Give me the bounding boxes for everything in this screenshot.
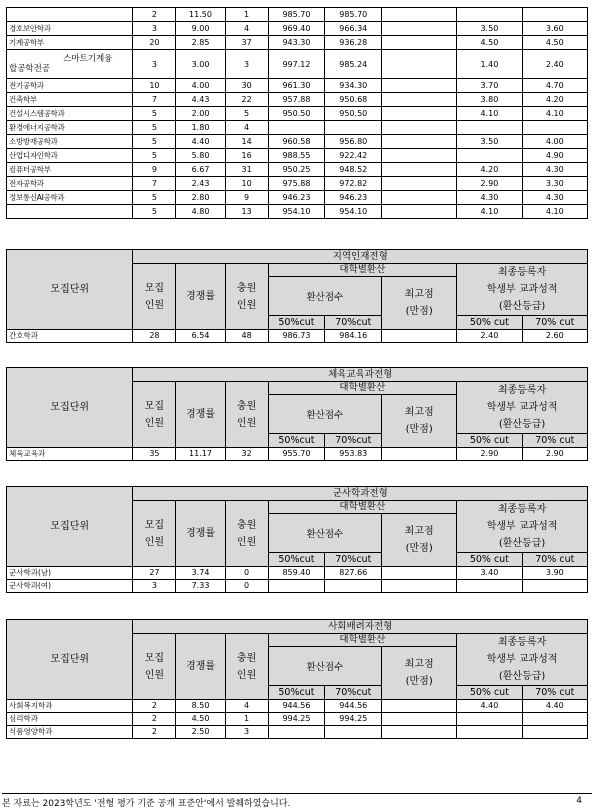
cell-d	[268, 580, 325, 593]
cell-f	[382, 713, 457, 726]
cell-e: 936.28	[325, 36, 382, 50]
dept-name: 식품영양학과	[7, 726, 133, 739]
col-final: 최종등록자 학생부 교과성적 (환산등급)	[457, 382, 588, 434]
cell-b: 5.80	[176, 149, 225, 163]
cell-g: 2.90	[457, 448, 522, 461]
col-recruit: 모집 인원	[133, 382, 176, 448]
cell-b: 1.80	[176, 121, 225, 135]
table-row	[7, 135, 588, 149]
dept-name: 군사학과(남)	[7, 567, 133, 580]
cell-g	[457, 713, 522, 726]
col-rate: 경쟁률	[176, 634, 225, 700]
dept-name: 건설시스템공학과	[7, 107, 133, 121]
col-unit: 모집단위	[7, 368, 133, 448]
col-conv-score: 환산점수	[268, 277, 382, 316]
cell-g	[457, 580, 522, 593]
col-c50: 50%cut	[268, 553, 325, 567]
cell-b: 11.17	[176, 448, 225, 461]
cell-b: 11.50	[176, 8, 225, 22]
cell-h	[522, 713, 587, 726]
cell-c: 5	[225, 107, 268, 121]
cell-c: 22	[225, 93, 268, 107]
col-univ-conv: 대학별환산	[268, 501, 457, 514]
cell-c: 37	[225, 36, 268, 50]
cell-a: 3	[133, 22, 176, 36]
cell-a: 5	[133, 121, 176, 135]
cell-f	[382, 149, 457, 163]
cell-g: 4.40	[457, 700, 522, 713]
section-title: 사회배려자전형	[133, 620, 588, 634]
cell-d: 994.25	[268, 713, 325, 726]
cell-d: 954.10	[268, 205, 325, 219]
cell-c: 9	[225, 191, 268, 205]
table-row	[7, 36, 588, 50]
cell-h: 3.60	[522, 22, 587, 36]
cell-h: 4.40	[522, 700, 587, 713]
col-univ-conv: 대학별환산	[268, 634, 457, 647]
cell-e	[325, 726, 382, 739]
cell-f	[382, 8, 457, 22]
col-g70: 70% cut	[522, 316, 587, 330]
cell-f	[382, 22, 457, 36]
table-row	[7, 121, 588, 135]
cell-a: 7	[133, 177, 176, 191]
cell-h: 2.40	[522, 50, 587, 79]
dept-name: 산업디자인학과	[7, 149, 133, 163]
cell-c: 3	[225, 50, 268, 79]
cell-a: 5	[133, 149, 176, 163]
col-final: 최종등록자 학생부 교과성적 (환산등급)	[457, 501, 588, 553]
cell-h: 3.90	[522, 567, 587, 580]
col-c50: 50%cut	[268, 434, 325, 448]
col-conv-score: 환산점수	[268, 514, 382, 553]
cell-g	[457, 121, 522, 135]
col-g70: 70% cut	[522, 434, 587, 448]
cell-g: 4.20	[457, 163, 522, 177]
table-row	[7, 79, 588, 93]
col-g50: 50% cut	[457, 316, 522, 330]
table-row	[7, 713, 588, 726]
col-unit: 모집단위	[7, 250, 133, 330]
cell-f	[382, 567, 457, 580]
cell-f	[382, 700, 457, 713]
table-row	[7, 191, 588, 205]
dept-name: 사회복지학과	[7, 700, 133, 713]
cell-c: 13	[225, 205, 268, 219]
cell-b: 4.00	[176, 79, 225, 93]
cell-b: 6.54	[176, 330, 225, 343]
table-row	[7, 107, 588, 121]
cell-g: 3.50	[457, 22, 522, 36]
dept-name: 군사학과(여)	[7, 580, 133, 593]
col-conv-score: 환산점수	[268, 647, 382, 686]
footer-note: 본 자료는 2023학년도 '전형 평가 기준 공개 표준안'에서 발췌하였습니다.	[2, 799, 291, 809]
cell-b: 7.33	[176, 580, 225, 593]
cell-d: 997.12	[268, 50, 325, 79]
cell-h: 4.10	[522, 107, 587, 121]
cell-g: 3.80	[457, 93, 522, 107]
cell-h: 4.00	[522, 135, 587, 149]
cell-g	[457, 149, 522, 163]
cell-f	[382, 177, 457, 191]
dept-name: 심리학과	[7, 713, 133, 726]
col-univ-conv: 대학별환산	[268, 264, 457, 277]
cell-a: 2	[133, 713, 176, 726]
section-title: 체육교육과전형	[133, 368, 588, 382]
cell-e: 985.24	[325, 50, 382, 79]
cell-h: 4.90	[522, 149, 587, 163]
cell-b: 2.80	[176, 191, 225, 205]
cell-e	[325, 121, 382, 135]
cell-d: 950.50	[268, 107, 325, 121]
col-g70: 70% cut	[522, 553, 587, 567]
cell-a: 20	[133, 36, 176, 50]
cell-g: 1.40	[457, 50, 522, 79]
cell-f	[382, 135, 457, 149]
table-row	[7, 580, 588, 593]
cell-b: 4.40	[176, 135, 225, 149]
cell-e: 966.34	[325, 22, 382, 36]
cell-b: 4.43	[176, 93, 225, 107]
cell-c: 48	[225, 330, 268, 343]
table-row	[7, 163, 588, 177]
cell-f	[382, 580, 457, 593]
dept-name: 환경에너지공학과	[7, 121, 133, 135]
section-table	[6, 367, 588, 461]
col-g50: 50% cut	[457, 434, 522, 448]
section-title: 군사학과전형	[133, 487, 588, 501]
col-rate: 경쟁률	[176, 382, 225, 448]
col-unit: 모집단위	[7, 620, 133, 700]
cell-b: 2.85	[176, 36, 225, 50]
col-max-score: 최고점 (만점)	[382, 277, 457, 330]
cell-a: 7	[133, 93, 176, 107]
cell-f	[382, 205, 457, 219]
cell-f	[382, 79, 457, 93]
cell-e: 956.80	[325, 135, 382, 149]
cell-b: 2.00	[176, 107, 225, 121]
dept-name	[7, 8, 133, 22]
col-c70: 70%cut	[325, 434, 382, 448]
col-rate: 경쟁률	[176, 264, 225, 330]
cell-e: 950.68	[325, 93, 382, 107]
section-table	[6, 249, 588, 343]
cell-c: 3	[225, 726, 268, 739]
cell-g	[457, 726, 522, 739]
cell-a: 27	[133, 567, 176, 580]
cell-c: 32	[225, 448, 268, 461]
cell-f	[382, 448, 457, 461]
cell-d: 943.30	[268, 36, 325, 50]
cell-a: 3	[133, 50, 176, 79]
table-row	[7, 50, 588, 79]
cell-g: 2.90	[457, 177, 522, 191]
cell-c: 1	[225, 8, 268, 22]
cell-d: 950.25	[268, 163, 325, 177]
cell-e: 922.42	[325, 149, 382, 163]
cell-e: 946.23	[325, 191, 382, 205]
cell-c: 30	[225, 79, 268, 93]
section-title: 지역인재전형	[133, 250, 588, 264]
cell-b: 2.50	[176, 726, 225, 739]
col-g50: 50% cut	[457, 553, 522, 567]
table-row	[7, 567, 588, 580]
cell-g: 2.40	[457, 330, 522, 343]
col-max-score: 최고점 (만점)	[382, 395, 457, 448]
col-unit: 모집단위	[7, 487, 133, 567]
cell-h	[522, 580, 587, 593]
dept-name	[7, 205, 133, 219]
cell-c: 16	[225, 149, 268, 163]
cell-h: 4.30	[522, 191, 587, 205]
cell-e: 950.50	[325, 107, 382, 121]
cell-b: 2.43	[176, 177, 225, 191]
cell-h: 3.30	[522, 177, 587, 191]
cell-a: 5	[133, 191, 176, 205]
col-rate: 경쟁률	[176, 501, 225, 567]
cell-e: 994.25	[325, 713, 382, 726]
cell-c: 0	[225, 580, 268, 593]
cell-b: 4.50	[176, 713, 225, 726]
cell-d	[268, 121, 325, 135]
section-table	[6, 619, 588, 739]
col-recruit: 모집 인원	[133, 264, 176, 330]
col-conv-score: 환산점수	[268, 395, 382, 434]
dept-name: 소방방재공학과	[7, 135, 133, 149]
cell-d: 960.58	[268, 135, 325, 149]
cell-c: 1	[225, 713, 268, 726]
dept-name: 경호보안학과	[7, 22, 133, 36]
cell-e	[325, 580, 382, 593]
col-fill: 충원 인원	[225, 634, 268, 700]
cell-f	[382, 50, 457, 79]
cell-f	[382, 191, 457, 205]
col-c70: 70%cut	[325, 553, 382, 567]
cell-b: 3.74	[176, 567, 225, 580]
cell-h	[522, 8, 587, 22]
cell-e: 972.82	[325, 177, 382, 191]
cell-d: 985.70	[268, 8, 325, 22]
cell-h: 4.50	[522, 36, 587, 50]
cell-e: 954.10	[325, 205, 382, 219]
cell-d: 975.88	[268, 177, 325, 191]
cell-c: 0	[225, 567, 268, 580]
col-max-score: 최고점 (만점)	[382, 514, 457, 567]
cell-d: 961.30	[268, 79, 325, 93]
cell-d: 988.55	[268, 149, 325, 163]
cell-a: 3	[133, 580, 176, 593]
cell-b: 9.00	[176, 22, 225, 36]
col-c50: 50%cut	[268, 316, 325, 330]
cell-e: 827.66	[325, 567, 382, 580]
cell-a: 9	[133, 163, 176, 177]
cell-d: 944.56	[268, 700, 325, 713]
cell-e: 944.56	[325, 700, 382, 713]
cell-c: 14	[225, 135, 268, 149]
cell-a: 5	[133, 205, 176, 219]
cell-a: 2	[133, 8, 176, 22]
cell-g: 4.10	[457, 205, 522, 219]
table-row	[7, 8, 588, 22]
cell-d: 986.73	[268, 330, 325, 343]
dept-name: 컴퓨터공학부	[7, 163, 133, 177]
cell-b: 8.50	[176, 700, 225, 713]
cell-f	[382, 163, 457, 177]
cell-g	[457, 8, 522, 22]
cell-g: 4.10	[457, 107, 522, 121]
cell-h: 4.70	[522, 79, 587, 93]
col-c50: 50%cut	[268, 686, 325, 700]
table-row	[7, 205, 588, 219]
cell-f	[382, 107, 457, 121]
col-recruit: 모집 인원	[133, 501, 176, 567]
cell-b: 4.80	[176, 205, 225, 219]
col-recruit: 모집 인원	[133, 634, 176, 700]
cell-d: 957.88	[268, 93, 325, 107]
cell-b: 6.67	[176, 163, 225, 177]
cell-h: 4.30	[522, 163, 587, 177]
cell-g: 4.50	[457, 36, 522, 50]
cell-e: 934.30	[325, 79, 382, 93]
table-row	[7, 700, 588, 713]
cell-a: 28	[133, 330, 176, 343]
cell-e: 985.70	[325, 8, 382, 22]
cell-h	[522, 726, 587, 739]
cell-d: 969.40	[268, 22, 325, 36]
dept-name: 체육교육과	[7, 448, 133, 461]
col-fill: 충원 인원	[225, 382, 268, 448]
cell-h: 2.60	[522, 330, 587, 343]
table-row	[7, 448, 588, 461]
cell-f	[382, 330, 457, 343]
col-final: 최종등록자 학생부 교과성적 (환산등급)	[457, 264, 588, 316]
cell-a: 35	[133, 448, 176, 461]
cell-e: 948.52	[325, 163, 382, 177]
cell-e: 953.83	[325, 448, 382, 461]
cell-e: 984.16	[325, 330, 382, 343]
cell-c: 4	[225, 700, 268, 713]
dept-name: 전자공학과	[7, 177, 133, 191]
cell-h	[522, 121, 587, 135]
cell-c: 4	[225, 121, 268, 135]
col-max-score: 최고점 (만점)	[382, 647, 457, 700]
col-univ-conv: 대학별환산	[268, 382, 457, 395]
cell-c: 10	[225, 177, 268, 191]
col-c70: 70%cut	[325, 316, 382, 330]
cell-a: 10	[133, 79, 176, 93]
cell-a: 2	[133, 700, 176, 713]
dept-name: 스마트기계융 합공학전공	[7, 50, 133, 79]
col-final: 최종등록자 학생부 교과성적 (환산등급)	[457, 634, 588, 686]
dept-name: 건축학부	[7, 93, 133, 107]
cell-f	[382, 36, 457, 50]
table-row	[7, 149, 588, 163]
table-row	[7, 726, 588, 739]
table-row	[7, 330, 588, 343]
col-c70: 70%cut	[325, 686, 382, 700]
table-row	[7, 93, 588, 107]
cell-f	[382, 121, 457, 135]
dept-name: 정보통신AI공학과	[7, 191, 133, 205]
cell-f	[382, 726, 457, 739]
cell-c: 4	[225, 22, 268, 36]
cell-g: 3.40	[457, 567, 522, 580]
cell-f	[382, 93, 457, 107]
cell-d: 955.70	[268, 448, 325, 461]
dept-name: 간호학과	[7, 330, 133, 343]
cell-c: 31	[225, 163, 268, 177]
cell-h: 4.10	[522, 205, 587, 219]
cell-b: 3.00	[176, 50, 225, 79]
cell-a: 2	[133, 726, 176, 739]
table-row	[7, 177, 588, 191]
table-row	[7, 22, 588, 36]
col-g70: 70% cut	[522, 686, 587, 700]
cell-h: 2.90	[522, 448, 587, 461]
dept-name: 기계공학부	[7, 36, 133, 50]
cell-g: 4.30	[457, 191, 522, 205]
col-fill: 충원 인원	[225, 264, 268, 330]
col-fill: 충원 인원	[225, 501, 268, 567]
cell-d: 859.40	[268, 567, 325, 580]
cell-a: 5	[133, 135, 176, 149]
page-number: 4	[576, 796, 582, 806]
col-g50: 50% cut	[457, 686, 522, 700]
cell-d: 946.23	[268, 191, 325, 205]
top-table	[6, 7, 588, 219]
cell-g: 3.50	[457, 135, 522, 149]
section-table	[6, 486, 588, 593]
cell-a: 5	[133, 107, 176, 121]
cell-d	[268, 726, 325, 739]
dept-name: 전기공학과	[7, 79, 133, 93]
cell-g: 3.70	[457, 79, 522, 93]
cell-h: 4.20	[522, 93, 587, 107]
page-footer	[2, 793, 592, 809]
